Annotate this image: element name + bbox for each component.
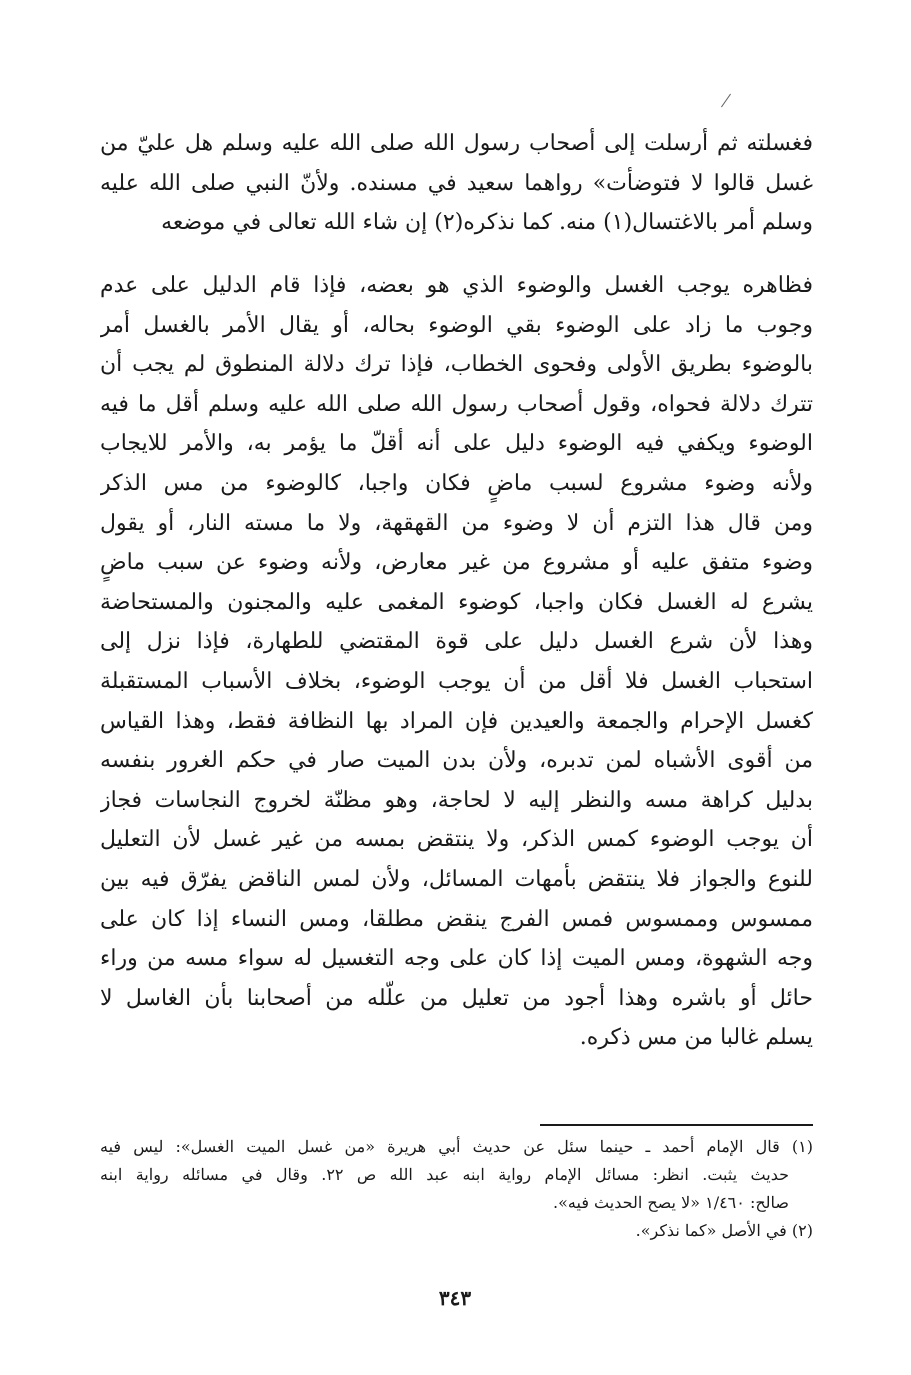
text-line: تترك دلالة فحواه، وقول أصحاب رسول الله صلى الله عليه وسلم أقل ما فيه [100, 391, 813, 417]
text-line: ومن قال هذا التزم أن لا وضوء من القهقهة، ولا ما مسته النار، أو يقول [100, 510, 813, 536]
footnote-line: صالح: ١/٤٦٠ «لا يصح الحديث فيه». [553, 1193, 789, 1212]
text-line: بدليل كراهة مسه والنظر إليه لا لحاجة، وهو مظنّة لخروج النجاسات فجاز [100, 787, 813, 813]
text-line: وهذا لأن شرع الغسل دليل على قوة المقتضي للطهارة، فإذا نزل إلى [100, 629, 813, 655]
text-line: ممسوس وممسوس فمس الفرج ينقض مطلقا، ومس النساء إذا كان على [100, 906, 813, 932]
scan-artifact-mark [721, 94, 731, 108]
paragraph-continuation [100, 124, 813, 243]
text-line: وجه الشهوة، ومس الميت إذا كان على وجه التغسيل له سواء مسه من وراء [100, 946, 813, 972]
text-line: فغسلته ثم أرسلت إلى أصحاب رسول الله صلى الله عليه وسلم هل عليّ من [100, 131, 813, 156]
footnotes [100, 1133, 813, 1245]
footnote-line: حديث يثبت. انظر: مسائل الإمام رواية ابنه عبد الله ص ٢٢. وقال في مسائله رواية ابنه [100, 1165, 790, 1184]
text-line: للنوع والجواز فلا ينتقض بأمهات المسائل، ولأن لمس الناقض يفرّق فيه بين [100, 866, 813, 892]
text-line: يسلم غالبا من مس ذكره. [579, 1025, 813, 1051]
text-line: فظاهره يوجب الغسل والوضوء الذي هو بعضه، فإذا قام الدليل على عدم [100, 273, 813, 298]
text-line: وسلم أمر بالاغتسال(١) منه. كما نذكره(٢) إن شاء الله تعالى في موضعه [161, 210, 813, 236]
footnote-divider [540, 1124, 813, 1126]
footnote-line: (١) قال الإمام أحمد ـ حينما سئل عن حديث أبي هريرة «من غسل الميت الغسل»: ليس فيه [100, 1137, 813, 1156]
text-line: يشرع له الغسل فكان واجبا، كوضوء المغمى عليه والمجنون والمستحاضة [100, 589, 813, 615]
text-line: وجوب ما زاد على الوضوء بقي الوضوء بحاله، أو يقال الأمر بالغسل أمر [100, 312, 813, 338]
page-number: ٣٤٣ [438, 1286, 472, 1310]
text-line: حائل أو باشره وهذا أجود من تعليل من علّله من أصحابنا بأن الغاسل لا [100, 985, 813, 1011]
text-line: من أقوى الأشباه لمن تدبره، ولأن بدن الميت صار في حكم الغرور بنفسه [100, 748, 813, 774]
text-line: ولأنه وضوء مشروع لسبب ماضٍ فكان واجبا، كالوضوء من مس الذكر [100, 470, 813, 496]
text-line: أن يوجب الوضوء كمس الذكر، ولا ينتقض بمسه من غير غسل لأن التعليل [100, 827, 813, 853]
text-line: كغسل الإحرام والجمعة والعيدين فإن المراد بها النظافة فقط، وهذا القياس [100, 708, 813, 734]
text-line: استحباب الغسل فلا أقل من أن يوجب الوضوء، بخلاف الأسباب المستقبلة [100, 668, 813, 694]
text-line: الوضوء ويكفي فيه الوضوء دليل على أنه أقلّ ما يؤمر به، والأمر للايجاب [100, 431, 813, 457]
text-line: وضوء متفق عليه أو مشروع من غير معارض، ولأنه وضوء عن سبب ماضٍ [100, 550, 813, 576]
text-line: بالوضوء بطريق الأولى وفحوى الخطاب، فإذا ترك دلالة المنطوق لم يجب أن [100, 352, 813, 378]
paragraph-main [100, 266, 813, 1058]
footnote-line: (٢) في الأصل «كما نذكر». [635, 1221, 813, 1240]
text-line: غسل قالوا لا فتوضأت» رواهما سعيد في مسنده. ولأنّ النبي صلى الله عليه [100, 170, 813, 196]
